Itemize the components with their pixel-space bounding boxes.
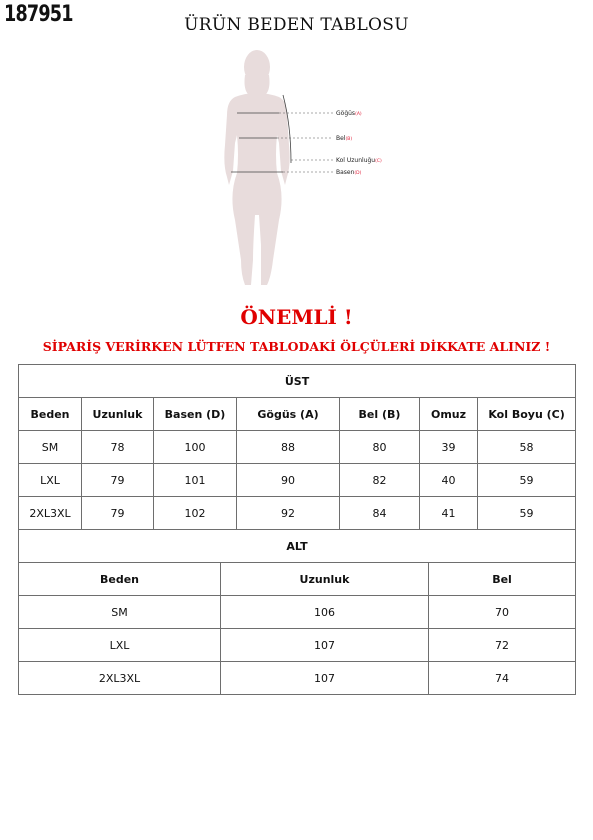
table-cell: 40 (420, 464, 478, 497)
table-cell: 59 (478, 497, 576, 530)
table-cell: 107 (221, 629, 429, 662)
label-gogus: Göğüs(A) (336, 110, 362, 117)
ust-table-caption: ÜST (19, 365, 576, 398)
alt-header-cell: Beden (19, 563, 221, 596)
alt-header-cell: Uzunluk (221, 563, 429, 596)
label-basen: Basen(D) (336, 169, 362, 176)
table-cell: 41 (420, 497, 478, 530)
table-cell: 102 (154, 497, 237, 530)
table-cell: 82 (340, 464, 420, 497)
ust-header-cell: Beden (19, 398, 82, 431)
table-row (19, 431, 576, 464)
table-cell: 79 (82, 497, 154, 530)
table-cell: 72 (429, 629, 576, 662)
alt-size-table (18, 529, 576, 695)
alt-table-caption: ALT (19, 530, 576, 563)
table-cell: 78 (82, 431, 154, 464)
table-row (19, 629, 576, 662)
table-cell: 92 (237, 497, 340, 530)
table-cell: 80 (340, 431, 420, 464)
table-cell: 107 (221, 662, 429, 695)
table-row (19, 662, 576, 695)
body-silhouette (224, 50, 289, 285)
table-row (19, 497, 576, 530)
table-cell: LXL (19, 629, 221, 662)
alt-header-row (19, 563, 576, 596)
table-row (19, 596, 576, 629)
table-cell: 106 (221, 596, 429, 629)
table-cell: 70 (429, 596, 576, 629)
label-bel: Bel(B) (336, 135, 353, 142)
table-cell: 39 (420, 431, 478, 464)
table-cell: SM (19, 431, 82, 464)
warning-text: SİPARİŞ VERİRKEN LÜTFEN TABLODAKİ ÖLÇÜLERİ DİKKATE ALINIZ ! (42, 339, 551, 354)
table-cell: 90 (237, 464, 340, 497)
ust-header-cell: Bel (B) (340, 398, 420, 431)
table-cell: 84 (340, 497, 420, 530)
table-cell: 74 (429, 662, 576, 695)
ust-header-cell: Uzunluk (82, 398, 154, 431)
table-row (19, 464, 576, 497)
body-measurement-figure (205, 45, 395, 290)
ust-header-cell: Gögüs (A) (237, 398, 340, 431)
ust-header-row (19, 398, 576, 431)
table-cell: 88 (237, 431, 340, 464)
page-title: ÜRÜN BEDEN TABLOSU (184, 15, 409, 35)
ust-header-cell: Omuz (420, 398, 478, 431)
important-heading: ÖNEMLİ ! (240, 305, 353, 329)
table-cell: 79 (82, 464, 154, 497)
product-code: 187951 (4, 2, 73, 27)
table-cell: 100 (154, 431, 237, 464)
alt-header-cell: Bel (429, 563, 576, 596)
table-cell: SM (19, 596, 221, 629)
ust-header-cell: Kol Boyu (C) (478, 398, 576, 431)
table-cell: 2XL3XL (19, 497, 82, 530)
table-cell: 101 (154, 464, 237, 497)
table-cell: 58 (478, 431, 576, 464)
ust-header-cell: Basen (D) (154, 398, 237, 431)
table-cell: LXL (19, 464, 82, 497)
table-cell: 2XL3XL (19, 662, 221, 695)
ust-size-table (18, 364, 576, 530)
label-kol-uzunlugu: Kol Uzunluğu(C) (336, 157, 382, 164)
table-cell: 59 (478, 464, 576, 497)
